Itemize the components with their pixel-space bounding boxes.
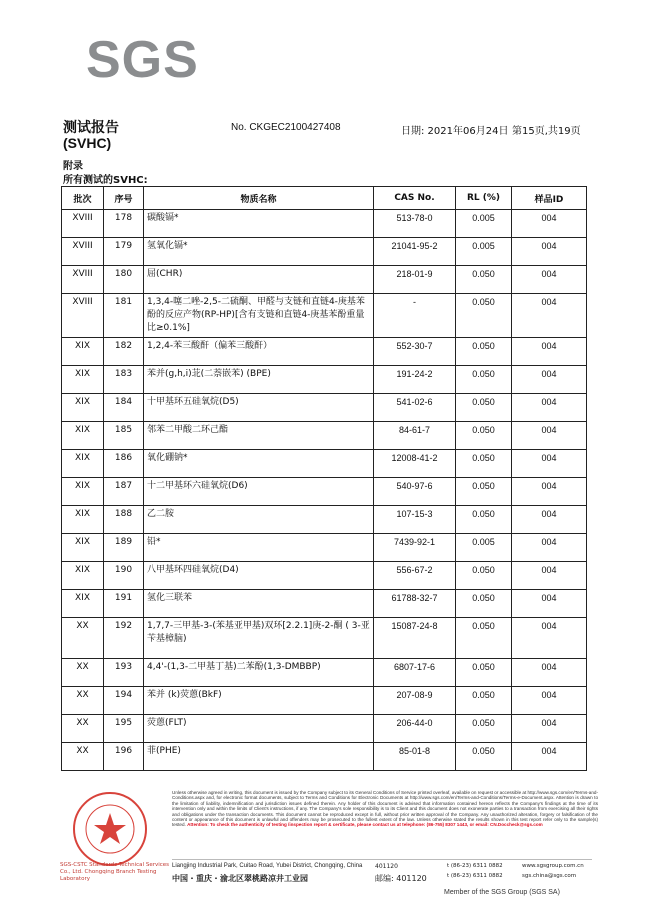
cell-batch: XIX — [62, 506, 104, 534]
cell-sample: 004 — [512, 450, 587, 478]
cell-no: 181 — [104, 294, 144, 338]
cell-cas: 513-78-0 — [374, 210, 456, 238]
cell-sample: 004 — [512, 210, 587, 238]
table-row — [62, 715, 587, 743]
seal-stamp-icon — [60, 789, 160, 869]
address-en: Liangjing Industrial Park, Cuitao Road, Yubei District, Chongqing, China — [172, 863, 363, 869]
table-row — [62, 266, 587, 294]
cell-name: 碳酸镉* — [144, 210, 374, 238]
cell-rl: 0.050 — [456, 659, 512, 687]
cell-batch: XIX — [62, 478, 104, 506]
cell-rl: 0.050 — [456, 266, 512, 294]
cell-rl: 0.050 — [456, 478, 512, 506]
cell-cas: 61788-32-7 — [374, 590, 456, 618]
cell-no: 190 — [104, 562, 144, 590]
table-row — [62, 562, 587, 590]
cell-cas: - — [374, 294, 456, 338]
cell-rl: 0.005 — [456, 210, 512, 238]
email-link[interactable]: sgs.china@sgs.com — [522, 873, 577, 879]
cell-name: 菲(PHE) — [144, 743, 374, 771]
cell-no: 193 — [104, 659, 144, 687]
cell-sample: 004 — [512, 618, 587, 659]
table-row — [62, 478, 587, 506]
cell-name: 苯并(g,h,i)苝(二萘嵌苯) (BPE) — [144, 366, 374, 394]
table-row — [62, 338, 587, 366]
page-number: 第15页,共19页 — [512, 126, 581, 137]
cell-name: 十甲基环五硅氧烷(D5) — [144, 394, 374, 422]
col-name: 物质名称 — [144, 187, 374, 210]
cell-batch: XIX — [62, 366, 104, 394]
cell-sample: 004 — [512, 534, 587, 562]
website-link[interactable]: www.sgsgroup.com.cn — [522, 863, 584, 869]
cell-cas: 540-97-6 — [374, 478, 456, 506]
cell-name: 苯并 (k)荧蒽(BkF) — [144, 687, 374, 715]
table-row — [62, 590, 587, 618]
cell-cas: 206-44-0 — [374, 715, 456, 743]
postcode-cn: 邮编: 401120 — [375, 874, 427, 883]
cell-cas: 556-67-2 — [374, 562, 456, 590]
cell-no: 187 — [104, 478, 144, 506]
table-row — [62, 422, 587, 450]
cell-name: 4,4'-(1,3-二甲基丁基)二苯酚(1,3-DMBBP) — [144, 659, 374, 687]
cell-rl: 0.050 — [456, 450, 512, 478]
cell-batch: XIX — [62, 338, 104, 366]
cell-name: 氢化三联苯 — [144, 590, 374, 618]
cell-sample: 004 — [512, 266, 587, 294]
appendix-label: 附录 — [63, 161, 83, 172]
cell-no: 196 — [104, 743, 144, 771]
cell-rl: 0.050 — [456, 366, 512, 394]
table-row — [62, 743, 587, 771]
cell-rl: 0.050 — [456, 506, 512, 534]
cell-rl: 0.050 — [456, 743, 512, 771]
cell-no: 185 — [104, 422, 144, 450]
cell-batch: XVIII — [62, 210, 104, 238]
cell-name: 荧蒽(FLT) — [144, 715, 374, 743]
cell-cas: 84-61-7 — [374, 422, 456, 450]
cell-cas: 7439-92-1 — [374, 534, 456, 562]
cell-sample: 004 — [512, 338, 587, 366]
cell-name: 1,7,7-三甲基-3-(苯基亚甲基)双环[2.2.1]庚-2-酮 ( 3-亚苄基樟脑) — [144, 618, 374, 659]
cell-name: 八甲基环四硅氧烷(D4) — [144, 562, 374, 590]
cell-name: 屈(CHR) — [144, 266, 374, 294]
cell-batch: XIX — [62, 562, 104, 590]
cell-batch: XX — [62, 659, 104, 687]
table-row — [62, 659, 587, 687]
cell-sample: 004 — [512, 394, 587, 422]
cell-batch: XIX — [62, 450, 104, 478]
table-row — [62, 450, 587, 478]
cell-sample: 004 — [512, 478, 587, 506]
col-batch: 批次 — [62, 187, 104, 210]
cell-cas: 12008-41-2 — [374, 450, 456, 478]
table-row — [62, 238, 587, 266]
cell-sample: 004 — [512, 506, 587, 534]
cell-batch: XX — [62, 687, 104, 715]
cell-batch: XVIII — [62, 238, 104, 266]
cell-cas: 207-08-9 — [374, 687, 456, 715]
cell-name: 铅* — [144, 534, 374, 562]
cell-cas: 15087-24-8 — [374, 618, 456, 659]
report-date: 日期: 2021年06月24日 — [401, 126, 509, 137]
cell-sample: 004 — [512, 715, 587, 743]
cell-rl: 0.050 — [456, 562, 512, 590]
cell-rl: 0.050 — [456, 422, 512, 450]
cell-batch: XX — [62, 743, 104, 771]
cell-rl: 0.050 — [456, 338, 512, 366]
cell-sample: 004 — [512, 422, 587, 450]
col-cas: CAS No. — [374, 187, 456, 210]
cell-no: 195 — [104, 715, 144, 743]
cell-rl: 0.050 — [456, 394, 512, 422]
cell-sample: 004 — [512, 366, 587, 394]
telephone: t (86-23) 6311 0882 — [447, 863, 503, 869]
table-row — [62, 534, 587, 562]
sgs-logo — [86, 30, 199, 90]
cell-name: 1,2,4-苯三酸酐（偏苯三酸酐） — [144, 338, 374, 366]
cell-sample: 004 — [512, 659, 587, 687]
cell-cas: 107-15-3 — [374, 506, 456, 534]
terms-text — [172, 790, 598, 828]
cell-cas: 6807-17-6 — [374, 659, 456, 687]
cell-no: 186 — [104, 450, 144, 478]
cell-no: 192 — [104, 618, 144, 659]
postcode: 401120 — [375, 863, 398, 870]
cell-cas: 552-30-7 — [374, 338, 456, 366]
cell-batch: XIX — [62, 422, 104, 450]
cell-name: 氧化硼钠* — [144, 450, 374, 478]
cell-name: 氢氧化镉* — [144, 238, 374, 266]
cell-no: 182 — [104, 338, 144, 366]
cell-name: 1,3,4-噻二唑-2,5-二硫酮、甲醛与支链和直链4-庚基苯酚的反应产物(RP-HP)[含有支链和直链4-庚基苯酚重量比≥0.1%] — [144, 294, 374, 338]
cell-cas: 218-01-9 — [374, 266, 456, 294]
cell-batch: XX — [62, 618, 104, 659]
cell-no: 188 — [104, 506, 144, 534]
cell-sample: 004 — [512, 687, 587, 715]
col-sample: 样品ID — [512, 187, 587, 210]
cell-cas: 85-01-8 — [374, 743, 456, 771]
cell-cas: 191-24-2 — [374, 366, 456, 394]
address-cn: 中国・重庆・渝北区翠桃路凉井工业园 — [172, 874, 308, 883]
table-row — [62, 294, 587, 338]
cell-cas: 21041-95-2 — [374, 238, 456, 266]
col-no: 序号 — [104, 187, 144, 210]
cell-batch: XIX — [62, 534, 104, 562]
cell-no: 179 — [104, 238, 144, 266]
table-row — [62, 210, 587, 238]
cell-rl: 0.050 — [456, 590, 512, 618]
table-row — [62, 687, 587, 715]
table-header-row — [62, 187, 587, 210]
cell-batch: XX — [62, 715, 104, 743]
cell-batch: XVIII — [62, 294, 104, 338]
cell-no: 178 — [104, 210, 144, 238]
telephone-2: t (86-23) 6311 0882 — [447, 873, 503, 879]
cell-name: 乙二胺 — [144, 506, 374, 534]
cell-rl: 0.050 — [456, 294, 512, 338]
cell-no: 194 — [104, 687, 144, 715]
cell-batch: XIX — [62, 394, 104, 422]
cell-cas: 541-02-6 — [374, 394, 456, 422]
cell-no: 191 — [104, 590, 144, 618]
cell-sample: 004 — [512, 238, 587, 266]
report-number: No. CKGEC2100427408 — [231, 122, 341, 133]
cell-sample: 004 — [512, 590, 587, 618]
cell-no: 180 — [104, 266, 144, 294]
cell-rl: 0.005 — [456, 238, 512, 266]
cell-rl: 0.050 — [456, 715, 512, 743]
cell-no: 184 — [104, 394, 144, 422]
table-row — [62, 394, 587, 422]
all-svhc-label: 所有测试的SVHC: — [63, 175, 148, 186]
cell-no: 183 — [104, 366, 144, 394]
cell-sample: 004 — [512, 562, 587, 590]
cell-rl: 0.050 — [456, 618, 512, 659]
col-rl: RL (%) — [456, 187, 512, 210]
terms-body: Unless otherwise agreed in writing, this document is issued by the Company subject to its General Conditions of Service printed overleaf, available on request or accessible at http://www.sgs.com/en/Terms-and-Conditions.aspx and, for electronic format documents, subject to Terms and Conditions for Electronic Documents at http://www.sgs.com/en/Terms-and-Conditions/Terms-e-Document.aspx. Attention is drawn to the limitation of liability, indemnification and jurisdiction issues defined therein. Any holder of this document is advised that information contained hereon reflects the Company's findings at the time of its intervention only and within the limits of Client's instructions, if any. The Company's sole responsibility is to its Client and this document does not exonerate parties to a transaction from exercising all their rights and obligations under the transaction documents. This document cannot be reproduced except in full, without prior written approval of the Company. Any unauthorized alteration, forgery or falsification of the content or appearance of this document is unlawful and offenders may be prosecuted to the fullest extent of the law. Unless otherwise stated the results shown in this test report refer only to the sample(s) tested. — [172, 790, 598, 828]
cell-rl: 0.005 — [456, 534, 512, 562]
cell-batch: XVIII — [62, 266, 104, 294]
cell-no: 189 — [104, 534, 144, 562]
report-title: 测试报告 — [63, 120, 119, 136]
cell-rl: 0.050 — [456, 687, 512, 715]
logo-text: SGS — [86, 31, 199, 89]
cell-name: 十二甲基环六硅氧烷(D6) — [144, 478, 374, 506]
cell-name: 邻苯二甲酸二环己酯 — [144, 422, 374, 450]
stamp-text: SGS-CSTC Standards Technical Services Co., Ltd. Chongqing Branch Testing Laboratory — [60, 862, 170, 882]
footer-divider — [172, 859, 592, 860]
report-subtitle: (SVHC) — [63, 135, 112, 151]
table-row — [62, 618, 587, 659]
table-row — [62, 366, 587, 394]
cell-sample: 004 — [512, 294, 587, 338]
svhc-table — [61, 186, 587, 771]
attention-text: Attention: To check the authenticity of testing /inspection report & certificate, please contact us at telephone: (86-755) 8307 1443, or email: CN.Doccheck@sgs.com — [187, 822, 543, 828]
cell-sample: 004 — [512, 743, 587, 771]
member-text: Member of the SGS Group (SGS SA) — [444, 889, 560, 896]
cell-batch: XIX — [62, 590, 104, 618]
table-row — [62, 506, 587, 534]
